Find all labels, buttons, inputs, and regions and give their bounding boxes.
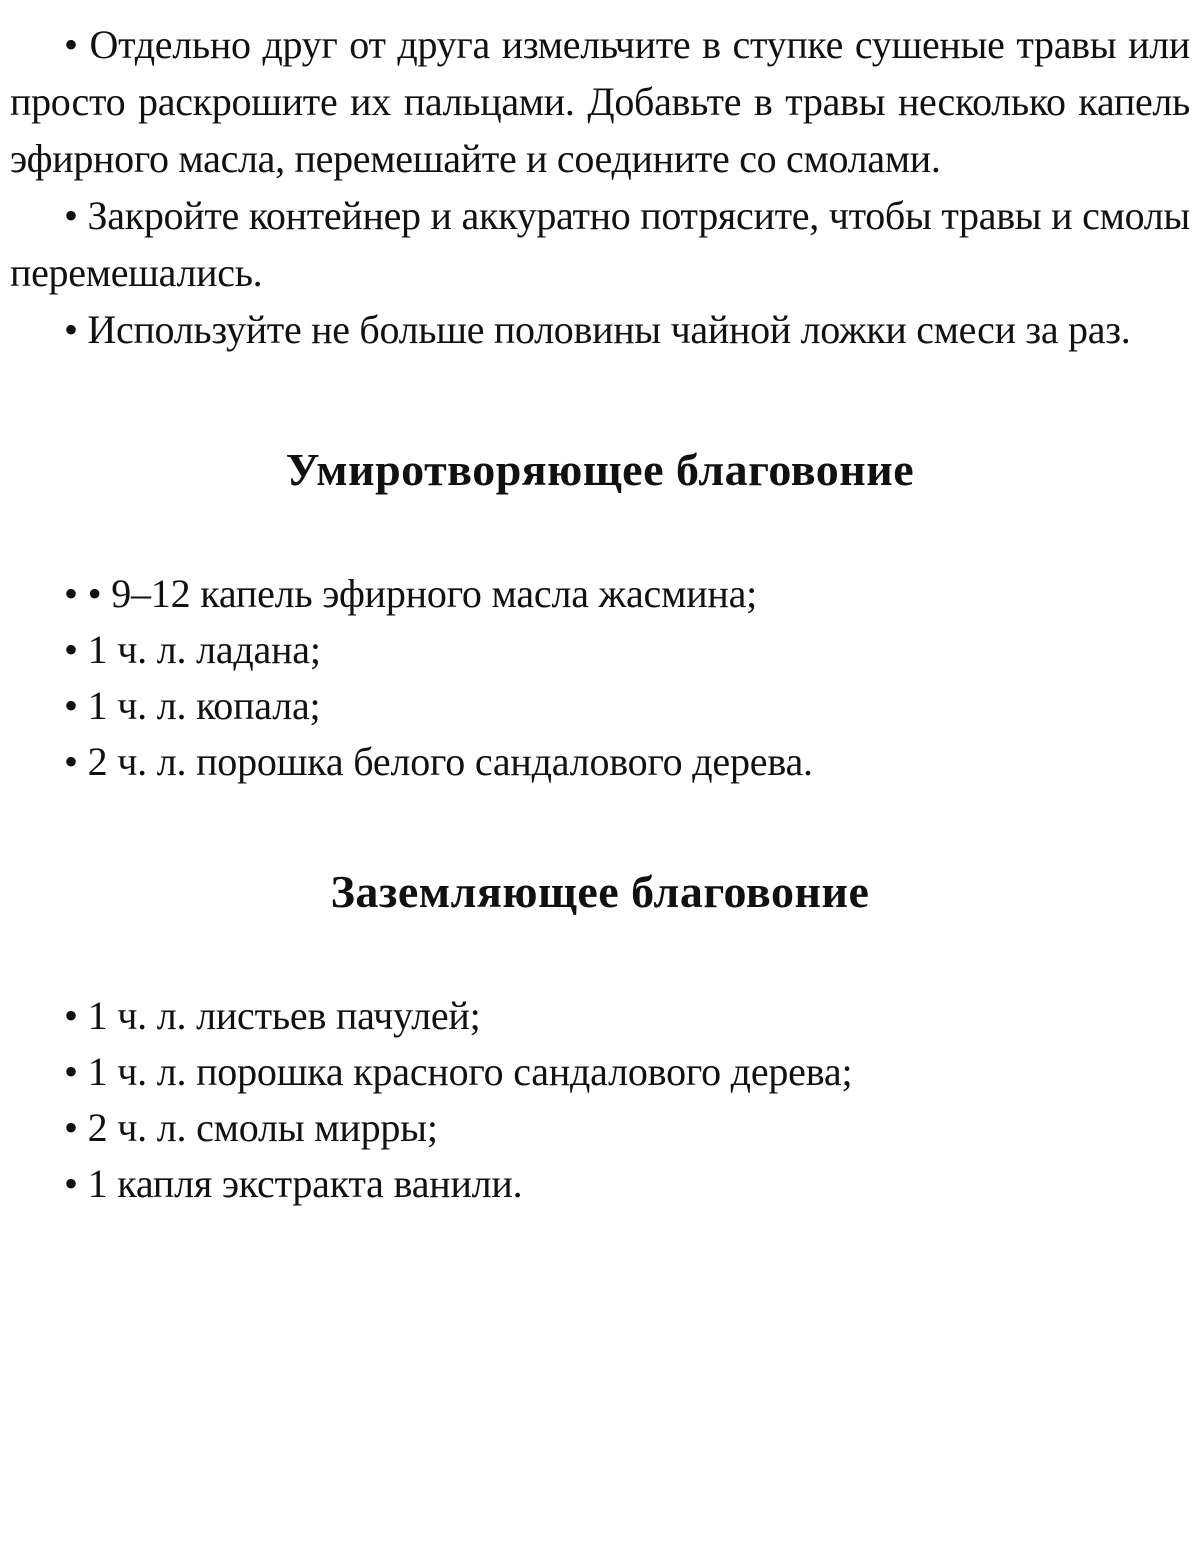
ingredient-item: • 1 ч. л. копала;: [64, 683, 321, 728]
ingredient-list: [10, 988, 1190, 1212]
recipe-title: Умиротворяющее благовоние: [285, 444, 915, 495]
instruction-paragraph: • Отдельно друг от друга измельчите в ступке сушеные травы или просто раскрошите их пальцами. Добавьте в травы несколько капель эфирного масла, перемешайте и соедините со смолами.: [10, 22, 1190, 181]
document-page: [10, 16, 1190, 1212]
ingredient-item: • 1 ч. л. порошка красного сандалового дерева;: [64, 1049, 853, 1094]
ingredient-item: • 1 ч. л. ладана;: [64, 627, 321, 672]
ingredient-list: [10, 566, 1190, 790]
ingredient-item: • 2 ч. л. смолы мирры;: [64, 1105, 438, 1150]
instruction-paragraph: • Закройте контейнер и аккуратно потрясите, чтобы травы и смолы перемешались.: [10, 193, 1190, 295]
ingredient-item: • 1 капля экстракта ванили.: [64, 1161, 523, 1206]
ingredient-item: • • 9–12 капель эфирного масла жасмина;: [64, 571, 758, 616]
ingredient-item: • 2 ч. л. порошка белого сандалового дерева.: [64, 739, 813, 784]
ingredient-item: • 1 ч. л. листьев пачулей;: [64, 993, 481, 1038]
recipe-title: Заземляющее благовоние: [330, 866, 870, 917]
instruction-paragraph: • Используйте не больше половины чайной ложки смеси за раз.: [64, 307, 1131, 352]
